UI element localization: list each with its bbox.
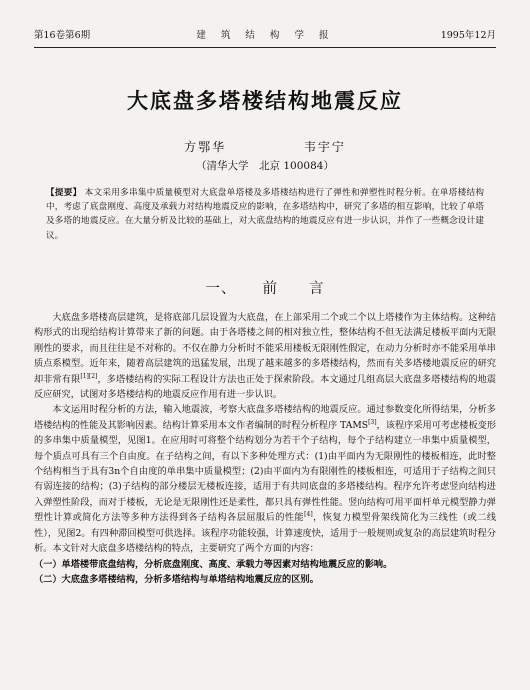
- author-line: [0, 138, 530, 155]
- header-date: 1995年12月: [440, 30, 496, 41]
- citation: [1][2]: [80, 372, 98, 380]
- abstract-label: 【提要】: [46, 188, 82, 198]
- section-title: 前 言: [262, 281, 325, 297]
- abstract-text: 本文采用多串集中质量模型对大底盘单塔楼及多塔楼结构进行了弹性和弹塑性时程分析。在单塔楼结构中，考虑了底盘刚度、高度及承载力对结构地震反应的影响，在多塔结构中，研究了多塔的相互影响，比较了单塔及多塔的地震反应。在大量分析及比较的基础上，对大底盘结构的地震反应有进一步认识，并作了一些概念设计建议。: [46, 188, 484, 241]
- paragraph: [34, 310, 496, 402]
- paragraph: [34, 402, 496, 556]
- citation: [4]: [304, 511, 313, 519]
- running-header: [34, 30, 496, 42]
- list-item: （二）大底盘多塔楼结构，分析多塔结构与单塔结构地震反应的区别。: [34, 573, 319, 585]
- header-issue: 第16卷第6期: [34, 30, 91, 41]
- section-heading: [0, 277, 530, 298]
- abstract: [46, 186, 484, 243]
- paragraph-text: ，恢复力模型骨架线简化为三线性（或二线性），见图2。有四种滞回模型可供选择。该程序功能较强，计算速度快，适用于一般规则或复杂的高层建筑时程分析。本文针对大底盘多塔楼结构的特点，主要研究了两个方面的内容：: [34, 512, 497, 555]
- body-text: [34, 310, 496, 587]
- paragraph-text: ，多塔楼结构的实际工程设计方法也正处于探索阶段。本文通过几组高层大底盘多塔楼结构的地震反应研究，试图对多塔楼结构的地震反应作用有进一步认识。: [34, 373, 497, 401]
- affiliation: （清华大学 北京 100084）: [196, 160, 334, 172]
- header-rule: [34, 47, 496, 48]
- author-2: 韦宇宁: [303, 140, 346, 154]
- author-1: 方鄂华: [184, 140, 227, 154]
- paragraph-text: 大底盘多塔楼高层建筑，是将底部几层设置为大底盘，在上部采用二个或二个以上塔楼作为主体结构。这种结构形式的出现给结构计算带来了新的问题。由于各塔楼之间的相对独立性，整体结构不但无法满足楼板平面内无限刚性的要求，而且往往是不对称的。不仅在静力分析时不能采用楼板无限刚性假定，在动力分析时亦不能采用单串质点系模型。近年来，随着高层建筑的迅猛发展，出现了越来越多的多塔楼结构，然而有关多塔楼地震反应的研究却非常有限: [34, 312, 496, 385]
- list-item: （一）单塔楼带底盘结构，分析底盘刚度、高度、承载力等因素对结构地震反应的影响。: [34, 558, 393, 570]
- paper-title: 大底盘多塔楼结构地震反应: [127, 89, 403, 113]
- citation: [3]: [368, 418, 377, 426]
- header-journal: 建 筑 结 构 学 报: [196, 30, 335, 41]
- paragraph-text: 本文运用时程分析的方法，输入地震波，考察大底盘多塔楼结构的地震反应。通过参数变化所得结果，分析多塔楼结构的性能及其影响因素。结构计算采用本文作者编制的时程分析程序 TAMS: [34, 404, 496, 431]
- section-number: 一、: [205, 281, 237, 297]
- paragraph-text: ，该程序采用可考虑楼板变形的多串集中质量模型，见图1。在应用时可将整个结构划分为若干个子结构，每个子结构建立一串集中质量模型，每个质点可具有三个自由度。在子结构之间，有以下多种处理方式：(1)由平面内为无限刚性的楼板相连，此时整个结构相当于具有3n个自由度的单串集中质量模型；(2)由平面内为有限刚性的楼板相连，可适用于子结构之间只有弱连接的结构；(3)子结构的部分楼层无楼板连接，适用于有共同底盘的多塔楼结构。程序允许考虑竖向结构进入弹塑性阶段，而对于楼板，无论是无限刚性还是柔性，都只具有弹性性能。竖向结构可用平面杆单元模型静力弹塑性计算或简化方法等多种方法得到各子结构各层屈服后的性能: [34, 419, 497, 524]
